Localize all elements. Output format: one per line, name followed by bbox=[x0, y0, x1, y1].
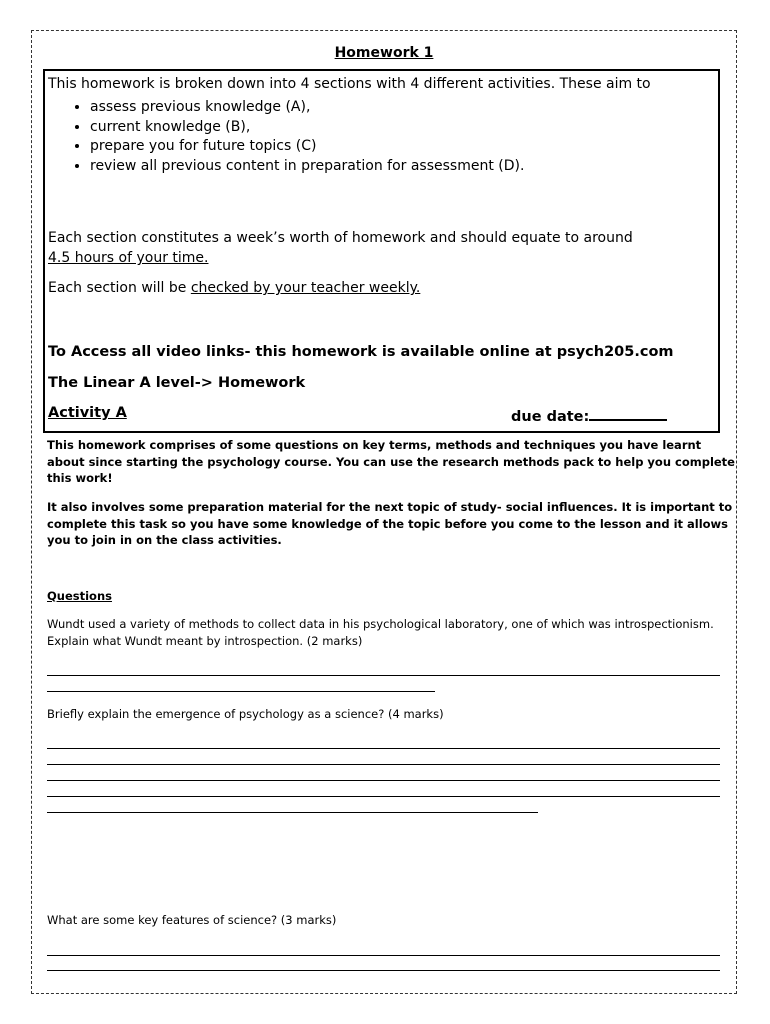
question-2: Briefly explain the emergence of psychology as a science? (4 marks) bbox=[47, 707, 444, 721]
answer-line[interactable] bbox=[47, 970, 720, 971]
answer-line[interactable] bbox=[47, 748, 720, 749]
aim-item: • prepare you for future topics (C) bbox=[90, 137, 524, 157]
access-line: To Access all video links- this homework is available online at psych205.com bbox=[48, 344, 674, 360]
intro-paragraph-1: This homework comprises of some questions on key terms, methods and techniques you have learnt about since starting the psychology course. You can use the research methods pack to help you complete this work! bbox=[47, 438, 735, 485]
aim-item: • assess previous knowledge (A), bbox=[90, 98, 524, 118]
section-time-underlined: 4.5 hours of your time. bbox=[48, 250, 209, 266]
answer-line[interactable] bbox=[47, 675, 720, 676]
question-3: What are some key features of science? (3 marks) bbox=[47, 913, 337, 927]
question-1: Wundt used a variety of methods to collect data in his psychological laboratory, one of which was introspectionism. Explain what Wundt meant by introspection. (2 marks) bbox=[47, 617, 714, 648]
questions-heading: Questions bbox=[47, 589, 112, 603]
aim-item: • current knowledge (B), bbox=[90, 118, 524, 138]
section-time-prefix: Each section constitutes a week’s worth of homework and should equate to around bbox=[48, 230, 633, 246]
checked-prefix: Each section will be bbox=[48, 280, 187, 296]
aim-item: • review all previous content in preparation for assessment (D). bbox=[90, 157, 524, 177]
section-time-text bbox=[48, 228, 633, 268]
activity-label: Activity A bbox=[48, 405, 127, 421]
aims-list bbox=[45, 98, 524, 176]
answer-line[interactable] bbox=[47, 955, 720, 956]
due-date-label: due date: bbox=[511, 409, 590, 425]
due-date bbox=[511, 405, 667, 425]
answer-line[interactable] bbox=[47, 812, 538, 813]
overview-box bbox=[43, 69, 720, 433]
path-line: The Linear A level-> Homework bbox=[48, 375, 306, 391]
answer-line[interactable] bbox=[47, 764, 720, 765]
intro-paragraph-2: It also involves some preparation material for the next topic of study- social influences. It is important to complete this task so you have some knowledge of the topic before you come to the lesson and it allows you to join in on the class activities. bbox=[47, 500, 733, 547]
answer-line[interactable] bbox=[47, 691, 435, 692]
overview-intro: This homework is broken down into 4 sections with 4 different activities. These aim to bbox=[48, 76, 651, 92]
answer-line[interactable] bbox=[47, 796, 720, 797]
worksheet-page bbox=[31, 30, 737, 994]
checked-text bbox=[48, 280, 420, 296]
due-date-blank[interactable] bbox=[589, 405, 667, 421]
page-title: Homework 1 bbox=[334, 45, 434, 61]
checked-underlined: checked by your teacher weekly. bbox=[190, 280, 421, 296]
answer-line[interactable] bbox=[47, 780, 720, 781]
